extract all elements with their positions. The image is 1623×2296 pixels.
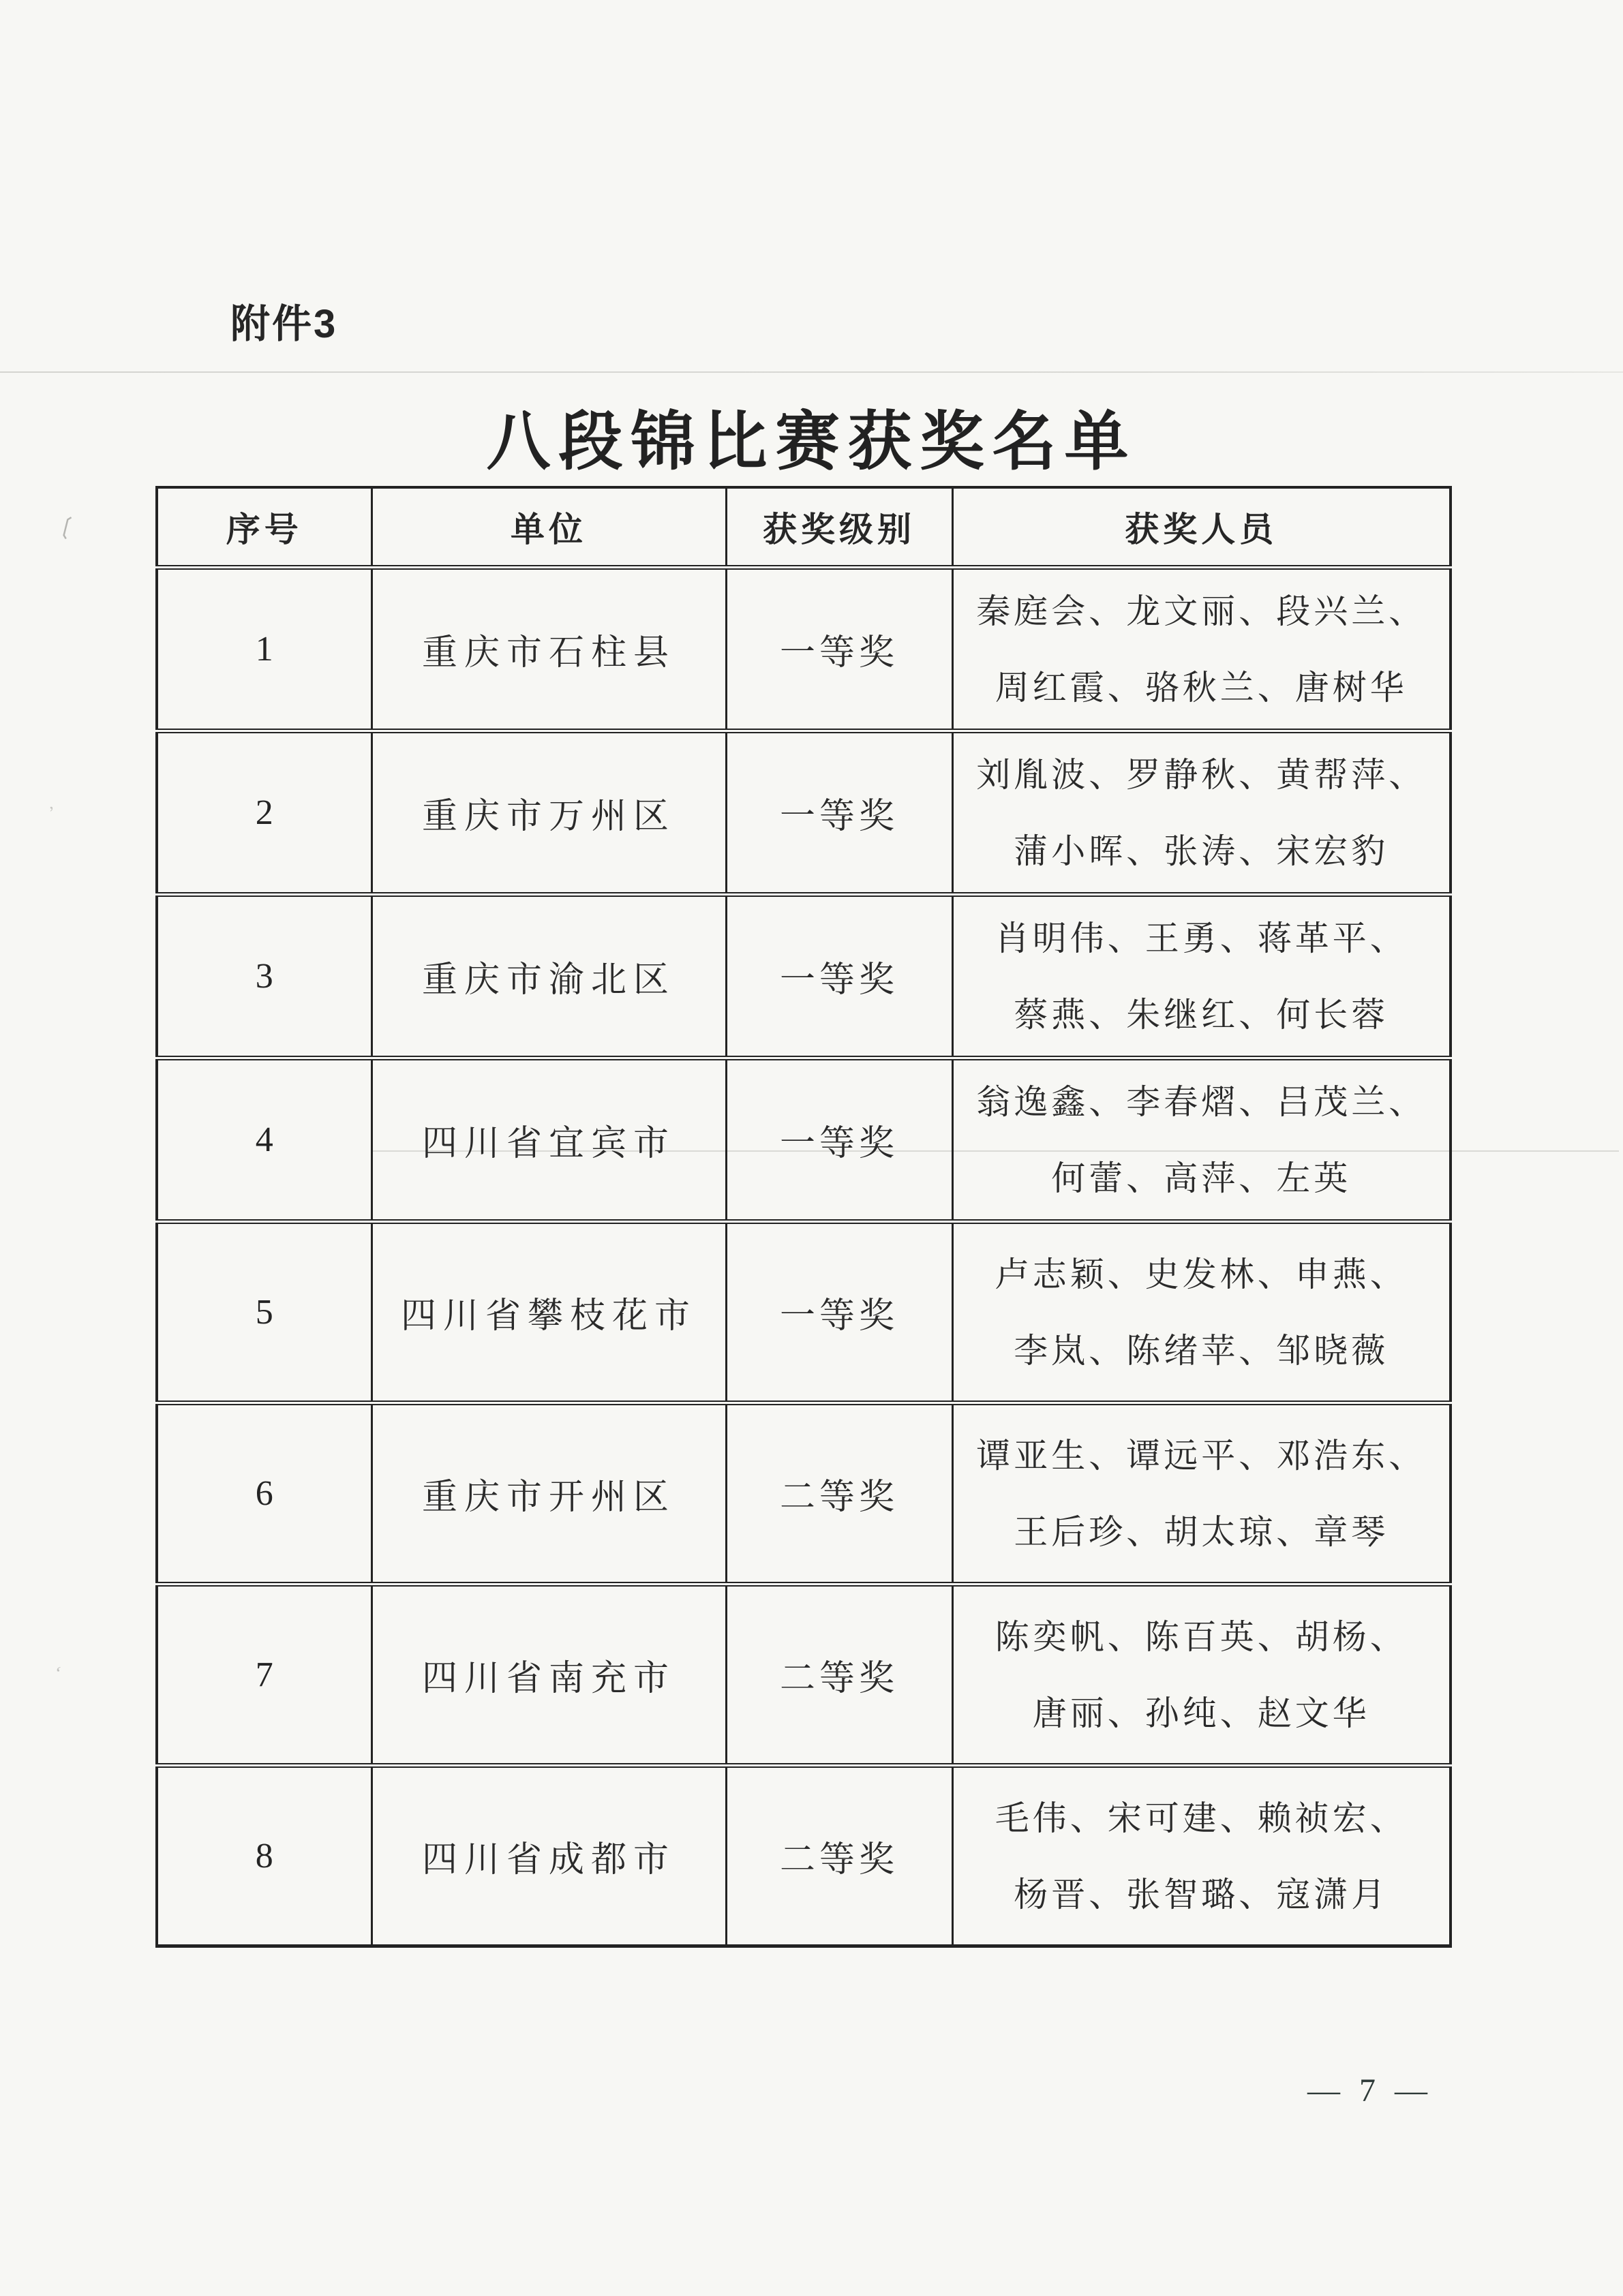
award-table-header — [157, 487, 1451, 568]
row-number: 5 — [157, 1222, 371, 1403]
winners-line: 陈奕帆、陈百英、胡杨、 — [995, 1617, 1408, 1656]
award-level: 二等奖 — [726, 1585, 952, 1766]
award-level: 二等奖 — [726, 1403, 952, 1585]
header-cell-winners: 获奖人员 — [952, 487, 1451, 568]
scan-speck: ’ — [47, 802, 57, 823]
award-level: 二等奖 — [726, 1766, 952, 1946]
winners-line: 唐丽、孙纯、赵文华 — [1032, 1694, 1370, 1732]
table-row — [157, 1403, 1451, 1585]
award-level: 一等奖 — [726, 1058, 952, 1222]
table-row — [157, 568, 1451, 731]
page-title: 八段锦比赛获奖名单 — [486, 407, 1137, 478]
row-number: 8 — [157, 1766, 371, 1946]
winners-line: 王后珍、胡太琼、章琴 — [1014, 1512, 1389, 1551]
unit-name: 四川省攀枝花市 — [371, 1222, 726, 1403]
winners-line: 杨晋、张智璐、寇潇月 — [1014, 1875, 1389, 1914]
winners-line: 刘胤波、罗静秋、黄帮萍、 — [976, 755, 1427, 794]
winners-list — [952, 1403, 1451, 1585]
award-level: 一等奖 — [726, 568, 952, 731]
winners-line: 肖明伟、王勇、蒋革平、 — [995, 919, 1408, 958]
winners-list — [952, 895, 1451, 1058]
award-table — [155, 486, 1452, 1948]
unit-name: 重庆市渝北区 — [371, 895, 726, 1058]
unit-name: 重庆市万州区 — [371, 731, 726, 895]
table-row — [157, 895, 1451, 1058]
winners-line: 蒲小晖、张涛、宋宏豹 — [1014, 831, 1389, 870]
award-table-body — [157, 568, 1451, 1946]
unit-name: 重庆市石柱县 — [371, 568, 726, 731]
winners-list — [952, 731, 1451, 895]
unit-name: 四川省成都市 — [371, 1766, 726, 1946]
header-cell-award-level: 获奖级别 — [726, 487, 952, 568]
winners-list — [952, 568, 1451, 731]
table-row — [157, 1222, 1451, 1403]
row-number: 2 — [157, 731, 371, 895]
winners-list — [952, 1222, 1451, 1403]
award-level: 一等奖 — [726, 1222, 952, 1403]
winners-line: 毛伟、宋可建、赖祯宏、 — [995, 1798, 1408, 1837]
unit-name: 四川省宜宾市 — [371, 1058, 726, 1222]
winners-line: 李岚、陈绪苹、邹晓薇 — [1014, 1331, 1389, 1370]
page-number: — 7 — — [1307, 2072, 1433, 2109]
winners-line: 秦庭会、龙文丽、段兴兰、 — [976, 592, 1427, 630]
winners-line: 卢志颖、史发林、申燕、 — [995, 1255, 1408, 1294]
header-cell-unit: 单位 — [371, 487, 726, 568]
table-row — [157, 731, 1451, 895]
winners-line: 翁逸鑫、李春熠、吕茂兰、 — [976, 1082, 1427, 1121]
unit-name: 四川省南充市 — [371, 1585, 726, 1766]
award-level: 一等奖 — [726, 731, 952, 895]
winners-list — [952, 1058, 1451, 1222]
scan-speck: ❲ — [54, 512, 80, 541]
horizontal-scan-line — [0, 371, 1623, 373]
scan-speck: ‘ — [52, 1662, 63, 1685]
winners-line: 蔡燕、朱继红、何长蓉 — [1014, 995, 1389, 1034]
attachment-label: 附件3 — [230, 302, 338, 346]
winners-line: 何蕾、高萍、左英 — [1051, 1159, 1352, 1197]
winners-line: 周红霞、骆秋兰、唐树华 — [995, 668, 1408, 707]
row-number: 7 — [157, 1585, 371, 1766]
table-row — [157, 1585, 1451, 1766]
winners-list — [952, 1766, 1451, 1946]
row-number: 1 — [157, 568, 371, 731]
row-number: 3 — [157, 895, 371, 1058]
header-cell-no: 序号 — [157, 487, 371, 568]
table-row — [157, 1766, 1451, 1946]
row-number: 6 — [157, 1403, 371, 1585]
winners-list — [952, 1585, 1451, 1766]
winners-line: 谭亚生、谭远平、邓浩东、 — [976, 1436, 1427, 1475]
award-level: 一等奖 — [726, 895, 952, 1058]
row-number: 4 — [157, 1058, 371, 1222]
table-row — [157, 1058, 1451, 1222]
header-row — [157, 487, 1451, 568]
unit-name: 重庆市开州区 — [371, 1403, 726, 1585]
